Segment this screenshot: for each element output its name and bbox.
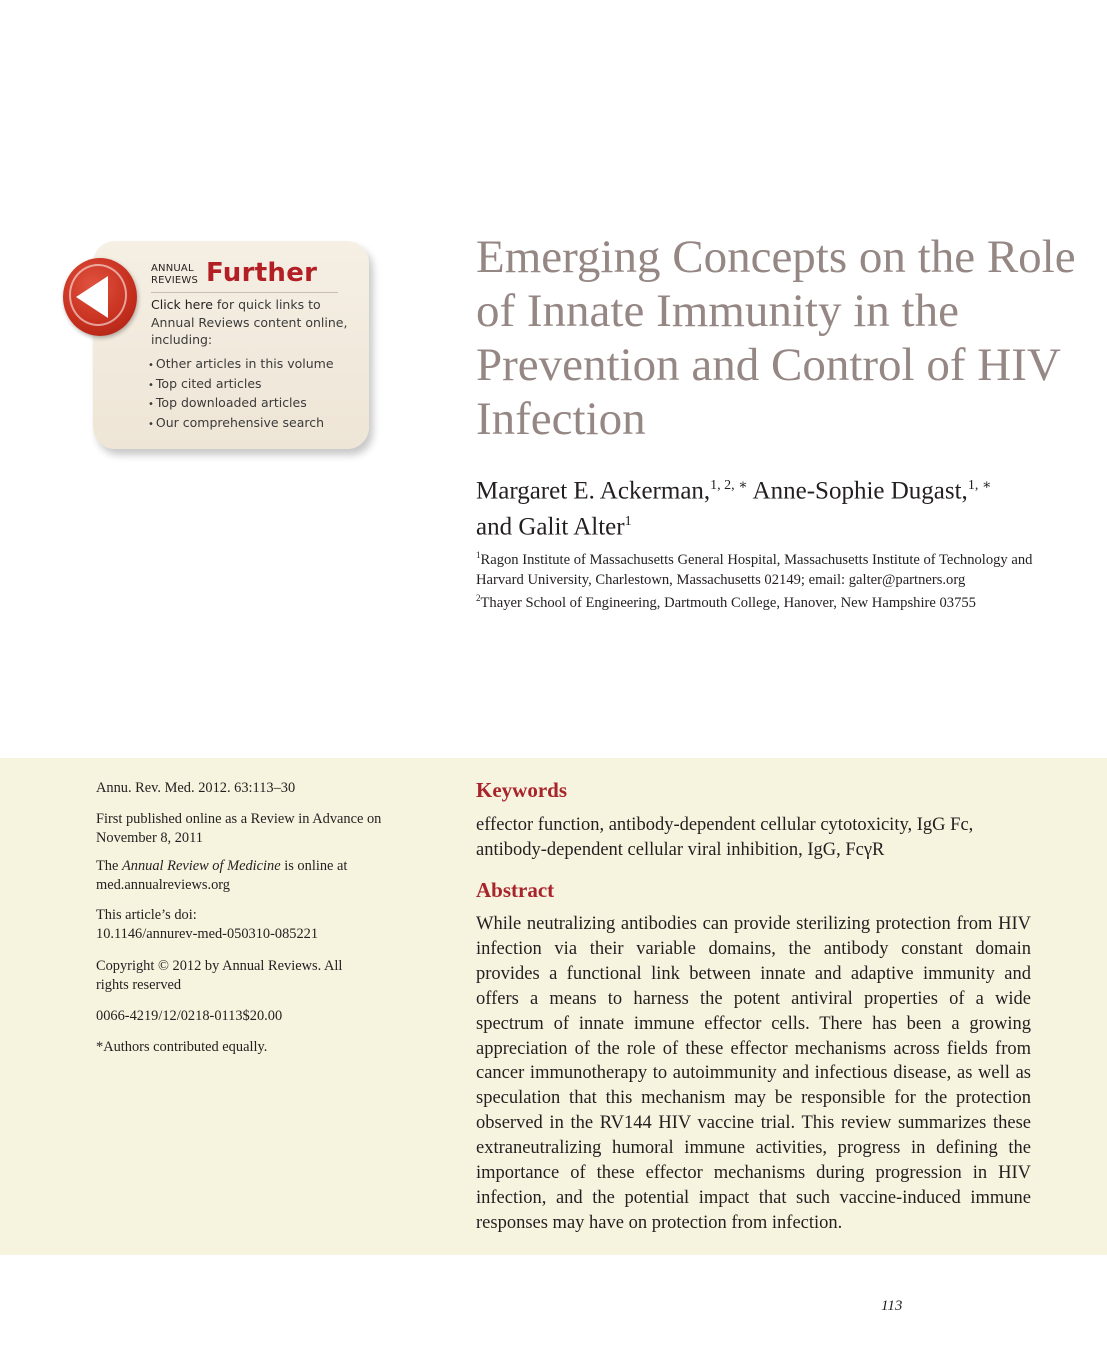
journal-name: Annual Review of Medicine bbox=[121, 858, 281, 874]
keywords-heading: Keywords bbox=[476, 778, 567, 802]
author-3: and Galit Alter bbox=[476, 513, 625, 541]
article-title: Emerging Concepts on the Role of Innate Immunity in the Prevention and Control of HIV Infection bbox=[476, 231, 1076, 445]
author-3-affil: 1 bbox=[624, 514, 632, 530]
abstract-heading: Abstract bbox=[476, 878, 555, 902]
further-description bbox=[151, 296, 351, 349]
further-divider bbox=[151, 292, 338, 293]
published-date: First published online as a Review in Advance on November 8, 2011 bbox=[96, 811, 382, 846]
author-1-affil: 1, 2, ∗ bbox=[710, 478, 748, 493]
issn: 0066-4219/12/0218-0113$20.00 bbox=[96, 1008, 283, 1024]
author-list bbox=[476, 470, 1076, 543]
author-2: Anne-Sophie Dugast, bbox=[747, 477, 968, 505]
equal-contribution-note: *Authors contributed equally. bbox=[96, 1039, 268, 1055]
copyright: Copyright © 2012 by Annual Reviews. All rights reserved bbox=[96, 958, 343, 993]
affiliation-1 bbox=[476, 545, 1056, 590]
page-number: 113 bbox=[881, 1298, 903, 1314]
further-link-top-downloaded[interactable]: • Top downloaded articles bbox=[148, 394, 334, 414]
affiliation-2-text: Thayer School of Engineering, Dartmouth College, Hanover, New Hampshire 03755 bbox=[480, 594, 976, 611]
back-arrow-icon[interactable] bbox=[63, 258, 137, 336]
online-pre: The bbox=[96, 858, 122, 874]
further-intro: for quick links to Annual Reviews content online, including: bbox=[151, 297, 348, 347]
affiliation-1-marker: 1 bbox=[476, 550, 481, 560]
further-links-list bbox=[148, 355, 334, 433]
doi-value[interactable]: 10.1146/annurev-med-050310-085221 bbox=[96, 926, 319, 942]
online-info bbox=[96, 857, 416, 895]
further-link-top-cited[interactable]: • Top cited articles bbox=[148, 375, 334, 395]
citation: Annu. Rev. Med. 2012. 63:113–30 bbox=[96, 780, 296, 796]
further-link-other-articles[interactable]: • Other articles in this volume bbox=[148, 355, 334, 375]
online-post: is online at med.annualreviews.org bbox=[96, 858, 348, 893]
affiliation-1-text: Ragon Institute of Massachusetts General Hospital, Massachusetts Institute of Technology and Harvard University, Charlestown, Massachusetts 02149; email: galter@partners.org bbox=[476, 551, 1033, 588]
click-here-link[interactable]: Click here bbox=[151, 297, 213, 312]
author-2-affil: 1, ∗ bbox=[967, 478, 992, 493]
doi-label: This article’s doi: bbox=[96, 907, 197, 923]
annual-label: ANNUAL bbox=[151, 263, 194, 274]
doi-info bbox=[96, 906, 416, 944]
annual-reviews-logo bbox=[151, 263, 198, 287]
abstract-text: While neutralizing antibodies can provide sterilizing protection from HIV infection via their variable domains, the antibody constant domain provides a functional link between innate and adaptive immunity and offers a means to harness the potent antiviral properties of a wide spectrum of innate immune effector cells. There has been a growing appreciation of the role of these effector mechanisms across fields from cancer immunotherapy to autoimmunity and infectious disease, as well as speculation that this mechanism may be responsible for the protection observed in the RV144 HIV vaccine trial. This review summarizes these extraneutralizing humoral immune activities, progress in defining the importance of these effector mechanisms during progression in HIV infection, and the potential impact that such vaccine-induced immune responses may have on protection from infection. bbox=[476, 914, 1031, 1233]
reviews-label: REVIEWS bbox=[151, 275, 199, 286]
affiliation-2 bbox=[476, 588, 1056, 613]
affiliation-2-marker: 2 bbox=[476, 593, 481, 603]
author-1: Margaret E. Ackerman, bbox=[476, 477, 711, 505]
further-link-search[interactable]: • Our comprehensive search bbox=[148, 414, 334, 434]
further-label: Further bbox=[206, 258, 318, 288]
keywords-text: effector function, antibody-dependent cellular cytotoxicity, IgG Fc, antibody-dependent cellular viral inhibition, IgG, FcγR bbox=[476, 815, 974, 860]
